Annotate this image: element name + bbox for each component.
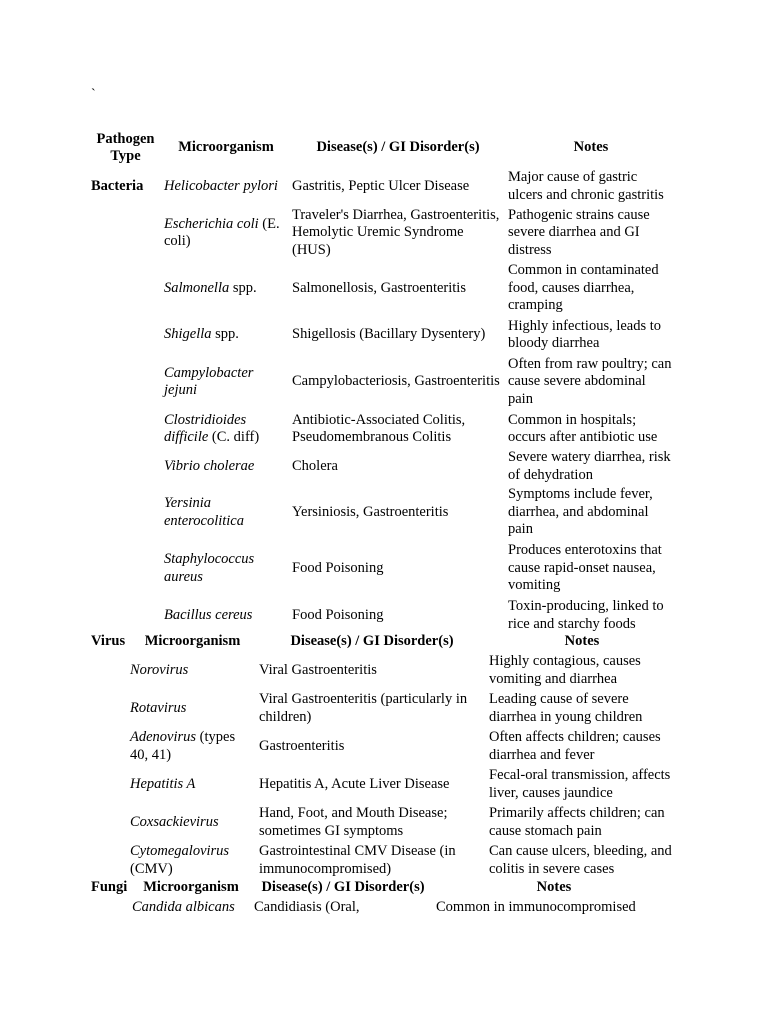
microorganism-suffix: (C. diff) bbox=[208, 429, 260, 445]
microorganism-name: Cytomegalovirus bbox=[130, 843, 230, 859]
microorganism-cell bbox=[128, 652, 257, 690]
header-disease: Disease(s) / GI Disorder(s) bbox=[261, 879, 425, 895]
microorganism-name: Helicobacter pylori bbox=[164, 177, 278, 194]
disease-cell: Viral Gastroenteritis (particularly in children) bbox=[259, 691, 468, 725]
microorganism-cell bbox=[162, 448, 290, 485]
header-microorganism: Microorganism bbox=[144, 633, 241, 649]
pathogen-type-cell bbox=[89, 410, 162, 448]
microorganism-cell bbox=[128, 842, 257, 880]
microorganism-name: Clostridioides difficile bbox=[164, 411, 247, 445]
header-notes: Notes bbox=[573, 139, 609, 156]
microorganism-suffix: spp. bbox=[229, 279, 257, 296]
pathogen-type-cell bbox=[89, 448, 162, 485]
fungi-table bbox=[89, 878, 674, 918]
microorganism-cell bbox=[162, 485, 290, 540]
stray-backtick: ` bbox=[91, 87, 96, 102]
table-row bbox=[89, 410, 676, 448]
microorganism-cell bbox=[162, 597, 290, 634]
disease-cell: Campylobacteriosis, Gastroenteritis bbox=[292, 373, 500, 390]
microorganism-cell bbox=[128, 804, 257, 842]
disease-cell: Salmonellosis, Gastroenteritis bbox=[292, 279, 466, 296]
pathogen-type-cell bbox=[89, 766, 128, 804]
disease-cell: Antibiotic-Associated Colitis, Pseudomembranous Colitis bbox=[292, 411, 466, 445]
table-row bbox=[89, 485, 676, 540]
microorganism-name: Campylobacter jejuni bbox=[164, 364, 254, 398]
table-row bbox=[89, 597, 676, 634]
disease-cell: Traveler's Diarrhea, Gastroenteritis, Hemolytic Uremic Syndrome (HUS) bbox=[292, 206, 500, 258]
table-row bbox=[89, 652, 677, 690]
pathogen-type-cell bbox=[89, 597, 162, 634]
microorganism-cell bbox=[162, 316, 290, 354]
microorganism-cell bbox=[162, 410, 290, 448]
pathogen-type-cell bbox=[89, 728, 128, 766]
notes-cell: Common in contaminated food, causes diarrhea, cramping bbox=[508, 262, 659, 314]
notes-cell: Often from raw poultry; can cause severe abdominal pain bbox=[508, 355, 672, 407]
notes-cell: Toxin-producing, linked to rice and starchy foods bbox=[508, 598, 664, 632]
microorganism-name: Staphylococcus aureus bbox=[164, 551, 255, 585]
table-row bbox=[89, 316, 676, 354]
pathogen-type-cell bbox=[89, 205, 162, 261]
microorganism-suffix: (E. coli) bbox=[164, 215, 280, 249]
table-header-row bbox=[89, 878, 674, 898]
header-notes: Notes bbox=[564, 633, 600, 649]
disease-cell: Viral Gastroenteritis bbox=[259, 661, 377, 678]
disease-cell: Gastritis, Peptic Ulcer Disease bbox=[292, 177, 470, 194]
table-row bbox=[89, 261, 676, 316]
microorganism-name: Shigella bbox=[164, 326, 212, 343]
notes-cell: Common in hospitals; occurs after antibiotic use bbox=[508, 411, 658, 445]
table-row bbox=[89, 804, 677, 842]
notes-cell: Highly infectious, leads to bloody diarrhea bbox=[508, 317, 662, 351]
bacteria-table bbox=[89, 128, 676, 634]
microorganism-name: Candida albicans bbox=[132, 898, 235, 915]
table-header-row bbox=[89, 128, 676, 168]
table-row bbox=[89, 690, 677, 728]
microorganism-suffix: (types 40, 41) bbox=[130, 729, 236, 763]
pathogen-type-cell bbox=[89, 316, 162, 354]
microorganism-cell bbox=[128, 690, 257, 728]
disease-cell: Gastroenteritis bbox=[259, 737, 345, 754]
table-row bbox=[89, 354, 676, 410]
microorganism-name: Norovirus bbox=[130, 661, 189, 678]
disease-cell: Gastrointestinal CMV Disease (in immunocompromised) bbox=[259, 843, 456, 877]
notes-cell: Fecal-oral transmission, affects liver, causes jaundice bbox=[489, 767, 671, 801]
table-row bbox=[89, 766, 677, 804]
microorganism-cell bbox=[162, 354, 290, 410]
microorganism-name: Rotavirus bbox=[130, 699, 187, 716]
disease-cell: Hand, Foot, and Mouth Disease; sometimes GI symptoms bbox=[259, 805, 448, 839]
header-disease: Disease(s) / GI Disorder(s) bbox=[316, 139, 480, 156]
disease-cell: Yersiniosis, Gastroenteritis bbox=[292, 503, 449, 520]
microorganism-cell bbox=[128, 728, 257, 766]
pathogen-type-cell: Bacteria bbox=[91, 177, 144, 194]
pathogen-type-cell bbox=[89, 652, 128, 690]
pathogen-type-cell bbox=[89, 842, 128, 880]
notes-cell: Primarily affects children; can cause stomach pain bbox=[489, 805, 665, 839]
table-row bbox=[89, 448, 676, 485]
notes-cell: Common in immunocompromised bbox=[436, 898, 636, 915]
microorganism-suffix: spp. bbox=[211, 326, 239, 343]
microorganism-name: Adenovirus bbox=[130, 729, 197, 745]
notes-cell: Severe watery diarrhea, risk of dehydration bbox=[508, 449, 671, 483]
notes-cell: Pathogenic strains cause severe diarrhea and GI distress bbox=[508, 206, 650, 258]
microorganism-name: Bacillus cereus bbox=[164, 606, 253, 623]
header-pathogen-type: Fungi bbox=[91, 879, 128, 895]
microorganism-name: Coxsackievirus bbox=[130, 813, 219, 830]
microorganism-name: Yersinia enterocolitica bbox=[164, 495, 244, 529]
header-pathogen-type: Pathogen Type bbox=[96, 130, 155, 164]
pathogen-type-cell bbox=[89, 540, 162, 597]
table-row bbox=[89, 168, 676, 205]
header-disease: Disease(s) / GI Disorder(s) bbox=[290, 633, 454, 649]
pathogen-type-cell bbox=[89, 354, 162, 410]
table-row bbox=[89, 540, 676, 597]
pathogen-type-cell bbox=[89, 485, 162, 540]
microorganism-cell bbox=[130, 898, 252, 918]
disease-cell: Shigellosis (Bacillary Dysentery) bbox=[292, 326, 486, 343]
microorganism-cell bbox=[162, 168, 290, 205]
table-row bbox=[89, 205, 676, 261]
pathogen-type-cell bbox=[89, 261, 162, 316]
notes-cell: Highly contagious, causes vomiting and diarrhea bbox=[489, 653, 641, 687]
microorganism-name: Escherichia coli bbox=[164, 215, 259, 232]
microorganism-cell bbox=[162, 540, 290, 597]
disease-cell: Food Poisoning bbox=[292, 559, 384, 576]
header-microorganism: Microorganism bbox=[143, 879, 239, 895]
notes-cell: Leading cause of severe diarrhea in young children bbox=[489, 691, 643, 725]
header-pathogen-type: Virus bbox=[91, 633, 126, 649]
notes-cell: Produces enterotoxins that cause rapid-onset nausea, vomiting bbox=[508, 542, 662, 594]
pathogen-type-cell bbox=[89, 690, 128, 728]
microorganism-cell bbox=[162, 261, 290, 316]
microorganism-cell bbox=[162, 205, 290, 261]
notes-cell: Symptoms include fever, diarrhea, and abdominal pain bbox=[508, 486, 653, 538]
table-row bbox=[89, 728, 677, 766]
microorganism-name: Vibrio cholerae bbox=[164, 457, 255, 474]
table-header-row bbox=[89, 632, 677, 652]
pathogen-type-cell bbox=[89, 898, 130, 918]
disease-cell: Candidiasis (Oral, bbox=[254, 898, 360, 915]
notes-cell: Often affects children; causes diarrhea and fever bbox=[489, 729, 661, 763]
header-microorganism: Microorganism bbox=[178, 139, 274, 156]
virus-table bbox=[89, 632, 677, 880]
header-notes: Notes bbox=[536, 879, 572, 895]
disease-cell: Food Poisoning bbox=[292, 606, 384, 623]
table-row bbox=[89, 842, 677, 880]
microorganism-name: Hepatitis A bbox=[130, 775, 196, 792]
microorganism-cell bbox=[128, 766, 257, 804]
pathogen-type-cell bbox=[89, 804, 128, 842]
table-row bbox=[89, 898, 674, 918]
microorganism-suffix: (CMV) bbox=[130, 860, 173, 877]
microorganism-name: Salmonella bbox=[164, 279, 230, 296]
notes-cell: Major cause of gastric ulcers and chronic gastritis bbox=[508, 169, 664, 203]
disease-cell: Hepatitis A, Acute Liver Disease bbox=[259, 775, 450, 792]
notes-cell: Can cause ulcers, bleeding, and colitis in severe cases bbox=[489, 843, 672, 877]
disease-cell: Cholera bbox=[292, 457, 338, 474]
